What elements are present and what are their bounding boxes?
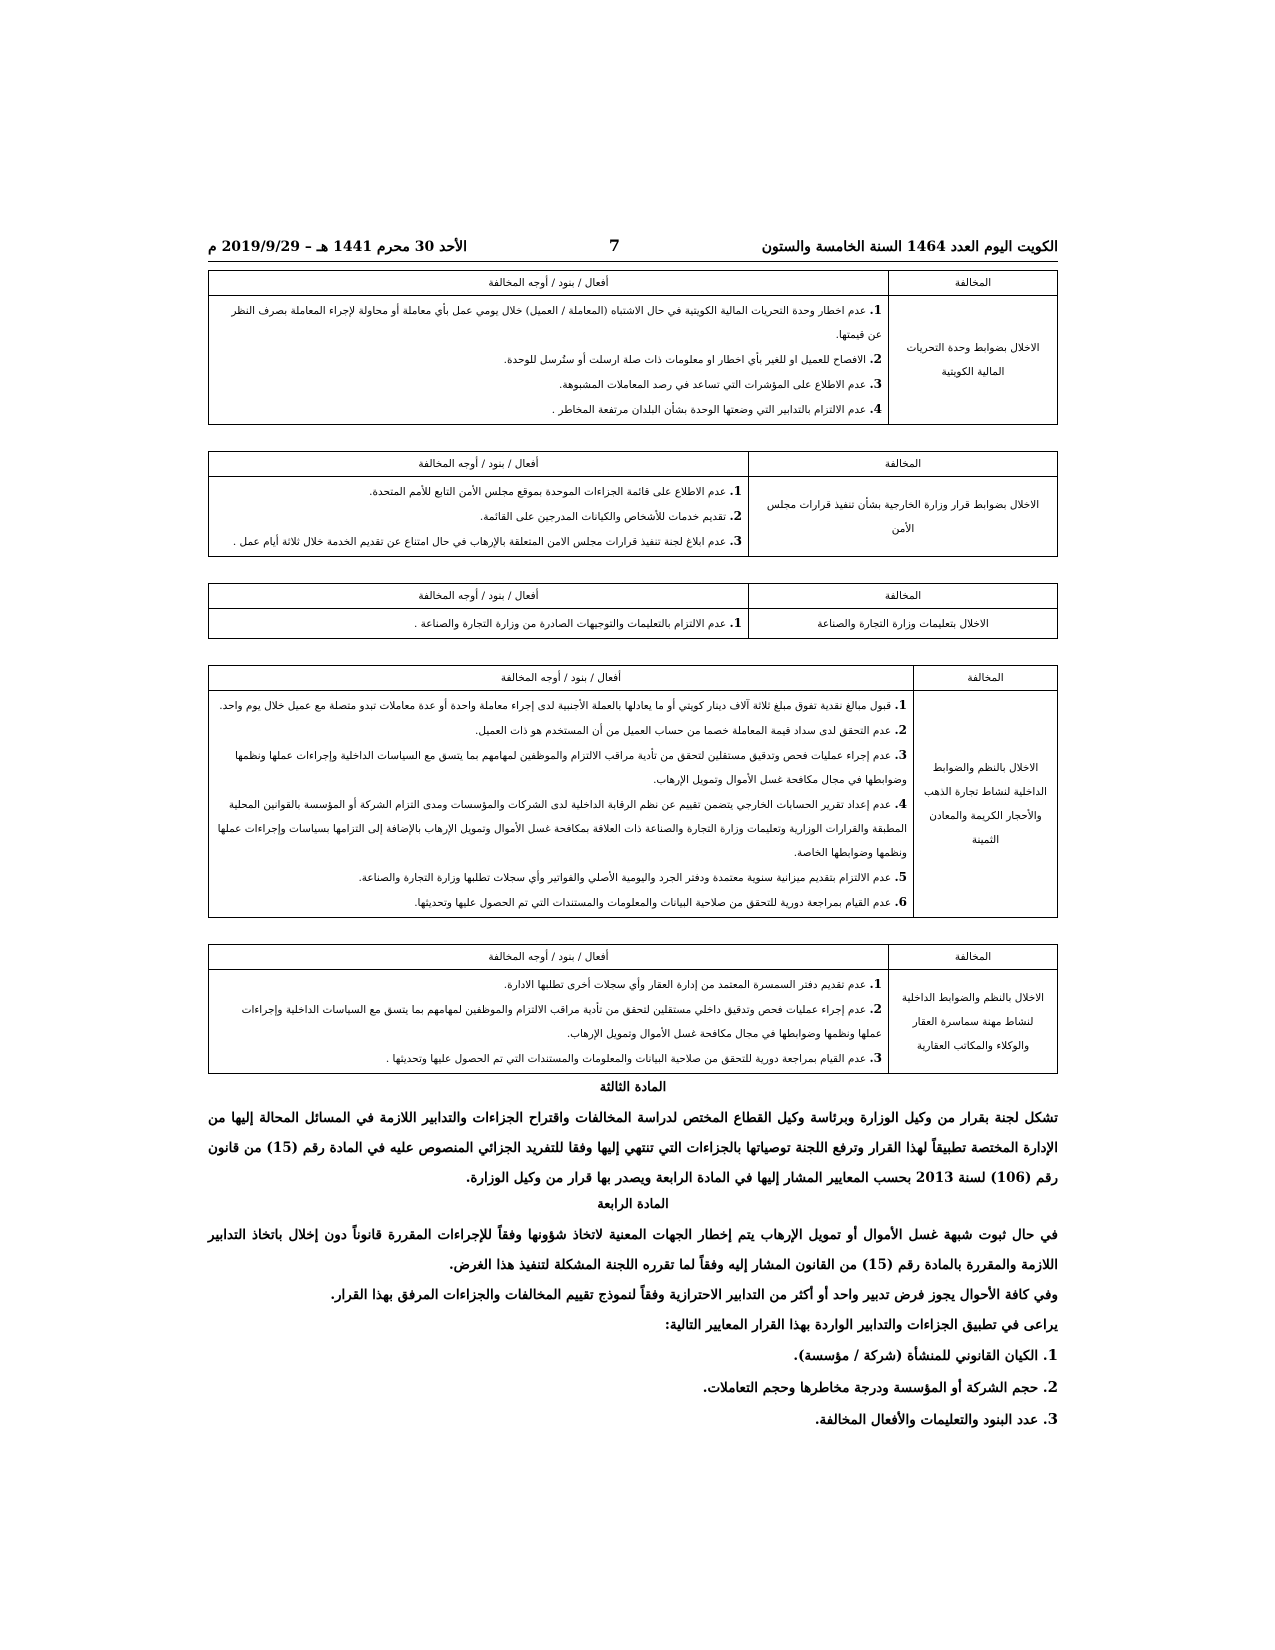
header-date: الأحد 30 محرم 1441 هـ – 2019/9/29 م bbox=[208, 239, 467, 255]
col-actions-header: أفعال / بنود / أوجه المخالفة bbox=[209, 666, 914, 691]
list-item: 5. عدم الالتزام بتقديم ميزانية سنوية معتمدة ودفتر الجرد واليومية الأصلي والفواتير وأي سجلات تطلبها وزارة التجارة والصناعة. bbox=[358, 870, 907, 884]
header-issue: الكويت اليوم العدد 1464 السنة الخامسة والستون bbox=[761, 239, 1058, 255]
col-violation-header: المخالفة bbox=[889, 945, 1058, 970]
actions-cell bbox=[209, 691, 914, 918]
list-item: 1. الكيان القانوني للمنشأة (شركة / مؤسسة). bbox=[793, 1346, 1058, 1364]
col-actions-header: أفعال / بنود / أوجه المخالفة bbox=[209, 452, 749, 477]
list-item: 3. عدد البنود والتعليمات والأفعال المخالفة. bbox=[814, 1410, 1058, 1428]
actions-cell bbox=[209, 609, 749, 639]
list-item: 4. عدم الالتزام بالتدابير التي وضعتها الوحدة بشأن البلدان مرتفعة المخاطر . bbox=[551, 402, 882, 416]
violations-table-commerce bbox=[208, 583, 1058, 639]
list-item: 1. عدم الاطلاع على قائمة الجزاءات الموحدة بموقع مجلس الأمن التابع للأمم المتحدة. bbox=[369, 484, 742, 498]
violation-cell: الاخلال بالنظم والضوابط الداخلية لنشاط مهنة سماسرة العقار والوكلاء والمكاتب العقارية bbox=[889, 970, 1058, 1074]
table-row bbox=[209, 477, 1058, 557]
table-header-row bbox=[209, 584, 1058, 609]
violations-table-security-council bbox=[208, 451, 1058, 557]
col-violation-header: المخالفة bbox=[889, 271, 1058, 296]
article-4-title: المادة الرابعة bbox=[597, 1197, 669, 1212]
article-4-paragraph-1: في حال ثبوت شبهة غسل الأموال أو تمويل الإرهاب يتم إخطار الجهات المعنية لاتخاذ شؤونها وفقاً للإجراءات المقررة قانوناً دون إخلال باتخاذ التدابير اللازمة والمقررة بالمادة رقم (15) من القانون المشار إليه وفقاً لما تقرره اللجنة المشكلة لتنفيذ هذا الغرض. bbox=[208, 1227, 1058, 1273]
list-item: 3. عدم القيام بمراجعة دورية للتحقق من صلاحية البيانات والمعلومات والمستندات التي تم الحصول عليها وتحديثها . bbox=[385, 1051, 882, 1065]
col-actions-header: أفعال / بنود / أوجه المخالفة bbox=[209, 584, 749, 609]
table-row bbox=[209, 609, 1058, 639]
col-violation-header: المخالفة bbox=[749, 584, 1058, 609]
list-item: 2. حجم الشركة أو المؤسسة ودرجة مخاطرها وحجم التعاملات. bbox=[702, 1378, 1058, 1396]
list-item: 6. عدم القيام بمراجعة دورية للتحقق من صلاحية البيانات والمعلومات والمستندات التي تم الحصول عليها وتحديثها. bbox=[414, 895, 907, 909]
list-item: 2. تقديم خدمات للأشخاص والكيانات المدرجين على القائمة. bbox=[479, 509, 742, 523]
list-item: 4. عدم إعداد تقرير الحسابات الخارجي يتضمن تقييم عن نظم الرقابة الداخلية لدى الشركات والمؤسسات ومدى التزام الشركة أو المؤسسة بالقوانين المحلية المطبقة والقرارات الوزارية وتعليمات وزارة التجارة والصناعة ذات العلاقة بمكافحة غسل الأموال وتمويل الإرهاب بالإضافة إلى التزامها بسياسات وإجراءات عملها ونظمها وضوابطها الخاصة. bbox=[217, 797, 907, 859]
violation-cell: الاخلال بالنظم والضوابط الداخلية لنشاط تجارة الذهب والأحجار الكريمة والمعادن الثمينة bbox=[914, 691, 1058, 918]
list-item: 2. عدم التحقق لدى سداد قيمة المعاملة خصما من حساب العميل من أن المستخدم هو ذات العميل. bbox=[475, 723, 907, 737]
table-header-row bbox=[209, 945, 1058, 970]
list-item: 2. الافصاح للعميل او للغير بأي اخطار او معلومات ذات صلة ارسلت أو ستُرسل للوحدة. bbox=[503, 352, 882, 366]
article-4-paragraph-3: يراعى في تطبيق الجزاءات والتدابير الواردة بهذا القرار المعايير التالية: bbox=[664, 1317, 1058, 1333]
violation-cell: الاخلال بضوابط قرار وزارة الخارجية بشأن تنفيذ قرارات مجلس الأمن bbox=[749, 477, 1058, 557]
table-header-row bbox=[209, 666, 1058, 691]
violations-table-real-estate bbox=[208, 944, 1058, 1074]
gazette-page bbox=[208, 236, 1058, 1436]
violations-table-fiu bbox=[208, 270, 1058, 425]
list-item: 1. عدم الالتزام بالتعليمات والتوجيهات الصادرة من وزارة التجارة والصناعة . bbox=[413, 616, 742, 630]
list-item: 1. قبول مبالغ نقدية تفوق مبلغ ثلاثة آلاف دينار كويتي أو ما يعادلها بالعملة الأجنبية لدى إجراء معاملة واحدة أو عدة معاملات تبدو متصلة مع عميل خلال يوم واحد. bbox=[219, 698, 907, 712]
table-row bbox=[209, 691, 1058, 918]
table-row bbox=[209, 296, 1058, 425]
violation-cell: الاخلال بضوابط وحدة التحريات المالية الكويتية bbox=[889, 296, 1058, 425]
actions-cell bbox=[209, 477, 749, 557]
list-item: 2. عدم إجراء عمليات فحص وتدقيق داخلي مستقلين لتحقق من تأدية مراقب الالتزام والموظفين لمهامهم بما يتسق مع السياسات الداخلية وإجراءات عملها ونظمها وضوابطها في مجال مكافحة غسل الأموال وتمويل الإرهاب. bbox=[241, 1002, 882, 1040]
list-item: 3. عدم الاطلاع على المؤشرات التي تساعد في رصد المعاملات المشبوهة. bbox=[559, 377, 882, 391]
article-3-text: تشكل لجنة بقرار من وكيل الوزارة وبرئاسة وكيل القطاع المختص لدراسة المخالفات واقتراح الجزاءات والتدابير اللازمة في المسائل المحالة إليها من الإدارة المختصة تطبيقاً لهذا القرار وترفع اللجنة توصياتها بالجزاءات التي تنتهي إليها وفقا للتفريد الجزائي المنصوص عليه في المادة رقم (15) من قانون رقم (106) لسنة 2013 بحسب المعايير المشار إليها في المادة الرابعة ويصدر بها قرار من وكيل الوزارة. bbox=[208, 1110, 1058, 1186]
list-item: 1. عدم تقديم دفتر السمسرة المعتمد من إدارة العقار وأي سجلات أخرى تطلبها الادارة. bbox=[503, 977, 882, 991]
page-header bbox=[208, 236, 1058, 262]
table-header-row bbox=[209, 271, 1058, 296]
article-3-title: المادة الثالثة bbox=[599, 1080, 667, 1095]
list-item: 3. عدم إجراء عمليات فحص وتدقيق مستقلين لتحقق من تأدية مراقب الالتزام والموظفين لمهامهم بما يتسق مع السياسات الداخلية وإجراءات عملها ونظمها وضوابطها في مجال مكافحة غسل الأموال وتمويل الإرهاب. bbox=[234, 748, 907, 786]
col-violation-header: المخالفة bbox=[914, 666, 1058, 691]
col-actions-header: أفعال / بنود / أوجه المخالفة bbox=[209, 945, 889, 970]
col-violation-header: المخالفة bbox=[749, 452, 1058, 477]
table-row bbox=[209, 970, 1058, 1074]
col-actions-header: أفعال / بنود / أوجه المخالفة bbox=[209, 271, 889, 296]
actions-cell bbox=[209, 296, 889, 425]
table-header-row bbox=[209, 452, 1058, 477]
violation-cell: الاخلال بتعليمات وزارة التجارة والصناعة bbox=[749, 609, 1058, 639]
violations-table-gold-trade bbox=[208, 665, 1058, 918]
list-item: 1. عدم اخطار وحدة التحريات المالية الكويتية في حال الاشتباه (المعاملة / العميل) خلال يومي عمل بأي معاملة أو محاولة لإجراء المعاملة بصرف النظر عن قيمتها. bbox=[231, 303, 882, 341]
article-4-paragraph-2: وفي كافة الأحوال يجوز فرض تدبير واحد أو أكثر من التدابير الاحترازية وفقاً لنموذج تقييم المخالفات والجزاءات المرفق بهذا القرار. bbox=[330, 1287, 1058, 1303]
criteria-list bbox=[208, 1340, 1058, 1436]
page-number: 7 bbox=[608, 236, 620, 255]
list-item: 3. عدم ابلاغ لجنة تنفيذ قرارات مجلس الامن المتعلقة بالإرهاب في حال امتناع عن تقديم الخدمة خلال ثلاثة أيام عمل . bbox=[232, 534, 742, 548]
actions-cell bbox=[209, 970, 889, 1074]
